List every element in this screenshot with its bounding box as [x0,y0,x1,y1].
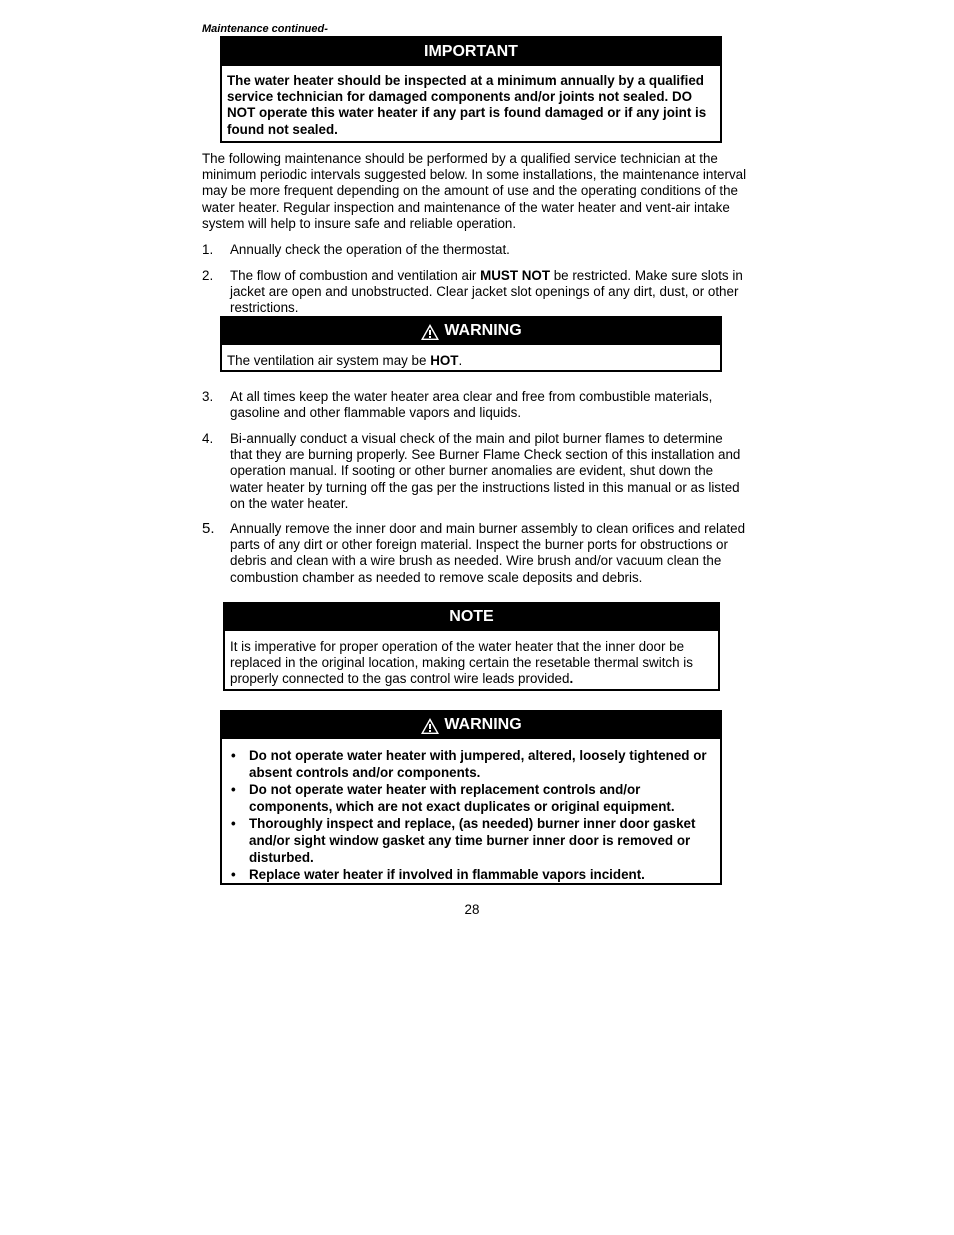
list-item [202,268,747,317]
section-header: Maintenance continued- [202,23,328,35]
item-number: 5. [202,520,215,537]
page-number: 28 [464,902,480,917]
item-text: The flow of combustion and ventilation air MUST NOT be restricted. Make sure slots in jacket are open and unobstructed. Clear jacket slot openings of any dirt, dust, or other restrictions. [230,268,743,316]
intro-paragraph: The following maintenance should be performed by a qualified service technician at the minimum periodic intervals suggested below. In some installations, the maintenance interval may be more frequent depending on the amount of use and the operating conditions of the water heater. Regular inspection and maintenance of the water heater and vent-air intake system will help to insure safe and reliable operation. [202,151,747,231]
item-number: 4. [202,431,214,446]
warning-triangle-icon [420,717,440,735]
note-text: It is imperative for proper operation of the water heater that the inner door be replaced in the original location, making certain the resetable thermal switch is properly connected to the gas control wire leads provided. [230,639,693,687]
warning-bullets [222,739,720,883]
item-number: 3. [202,389,214,404]
list-item [202,389,747,421]
important-box [220,36,722,143]
item-text: Annually remove the inner door and main burner assembly to clean orifices and related parts of any dirt or other foreign material. Inspect the burner ports for obstructions or debris and clean with a wire brush as needed. Wire brush and/or vacuum clean the combustion chamber as needed to remove scale deposits and debris. [230,521,746,585]
list-item [202,521,747,586]
item-number: 1. [202,242,214,257]
item-number: 2. [202,268,214,283]
warning-box-ventilation [220,316,722,372]
list-item [202,431,747,512]
item-text: Bi-annually conduct a visual check of the main and pilot burner flames to determine that they are burning properly. See Burner Flame Check section of this installation and operation manual. If sooting or other burner anomalies are evident, shut down the water heater by turning off the gas per the instructions listed in this manual or as listed on the water heater. [230,431,741,511]
list-item: • Thoroughly inspect and replace, (as needed) burner inner door gasket and/or sight window gasket any time burner inner door is removed or disturbed. [231,816,696,865]
item-text: At all times keep the water heater area clear and free from combustible materials, gasoline and other flammable vapors and liquids. [230,389,713,421]
list-item: • Replace water heater if involved in flammable vapors incident. [231,867,645,882]
warning-box-operation [220,710,722,885]
item-text: Annually check the operation of the thermostat. [230,242,510,257]
note-box [223,602,720,691]
important-title: IMPORTANT [222,38,720,66]
list-item: • Do not operate water heater with jumpered, altered, loosely tightened or absent controls and/or components. [231,748,707,780]
list-item: • Do not operate water heater with replacement controls and/or components, which are not exact duplicates or original equipment. [231,782,675,814]
warning-title: WARNING [222,318,720,345]
warning-title: WARNING [222,712,720,739]
important-text: The water heater should be inspected at a minimum annually by a qualified service technician for damaged components and/or joints not sealed. DO NOT operate this water heater if any part is found damaged or if any joint is found not sealed. [227,73,707,137]
list-item [202,242,747,258]
note-title: NOTE [225,604,718,631]
warning-text: The ventilation air system may be HOT. [227,353,463,368]
warning-triangle-icon [420,323,440,341]
